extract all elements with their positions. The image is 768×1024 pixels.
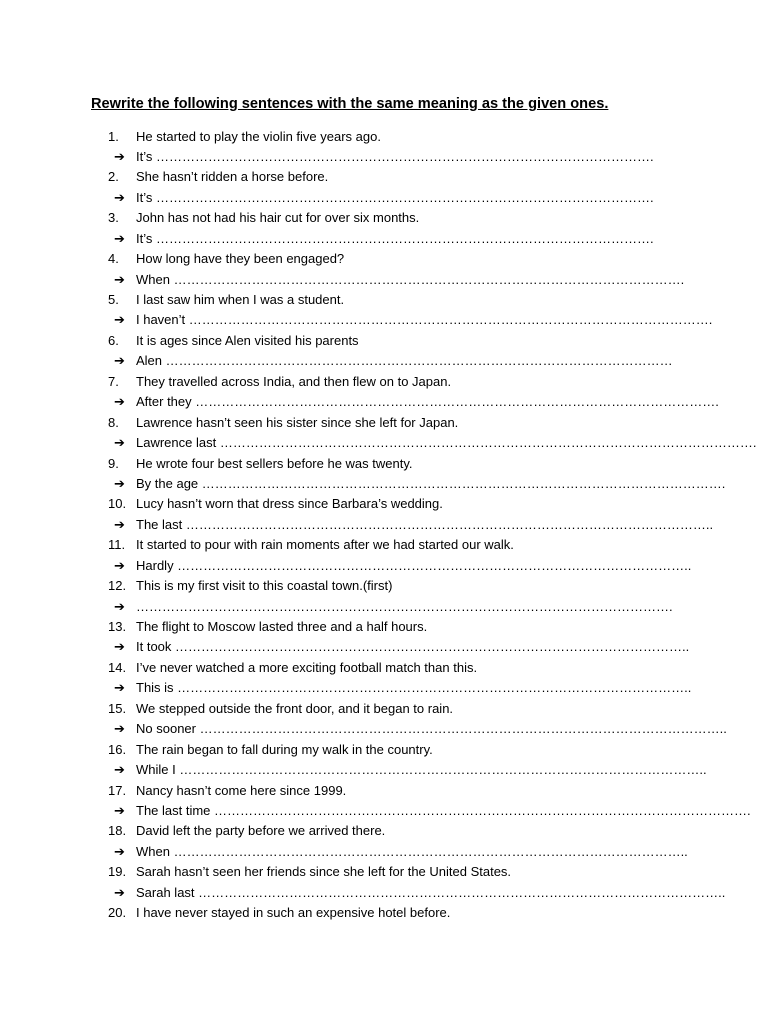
exercise-item [0,781,768,801]
item-sentence: John has not had his hair cut for over six months. [136,210,420,226]
item-number: 14. [108,659,127,675]
exercise-item [0,658,768,678]
arrow-right-icon: ➔ [114,475,125,491]
item-number: 20. [108,905,127,921]
answer-prompt: After they …………………………………………………………………………………………………………. [136,394,719,410]
item-number: 5. [108,292,119,307]
arrow-right-icon: ➔ [114,312,125,328]
item-sentence: It is ages since Alen visited his parents [136,332,359,348]
answer-prompt: This is ……………………………………………………………………………………………………….. [136,680,692,696]
item-number: 6. [108,332,119,348]
item-sentence: The rain began to fall during my walk in the country. [136,741,433,757]
arrow-right-icon: ➔ [114,516,125,532]
answer-line [0,597,768,617]
answer-prompt: It took ……………………………………………………………………………………………………….. [136,639,690,655]
exercise-item [0,208,768,228]
exercise-item [0,413,768,433]
answer-prompt: Lawrence last ……………………………………………………………………………………………………………. [136,435,757,451]
item-number: 16. [108,741,127,757]
exercise-item [0,617,768,637]
answer-prompt: While I ………………………………………………………………………………………………………….. [136,762,707,778]
answer-line [0,842,768,862]
item-number: 10. [108,496,127,512]
answer-prompt: It’s ……………………………………………………………………………………………………. [136,189,654,205]
item-sentence: It started to pour with rain moments after we had started our walk. [136,537,514,553]
item-number: 1. [108,128,119,144]
exercise-item [0,821,768,841]
arrow-right-icon: ➔ [114,435,125,451]
item-number: 7. [108,373,119,389]
item-number: 9. [108,455,119,471]
answer-line [0,392,768,412]
exercise-item [0,372,768,392]
answer-line [0,270,768,290]
item-sentence: He started to play the violin five years ago. [136,128,381,144]
exercise-item [0,903,768,923]
answer-prompt: The last ………………………………………………………………………………………………………….. [136,516,714,532]
answer-prompt: It’s ……………………………………………………………………………………………………. [136,230,654,246]
answer-prompt: No sooner ………………………………………………………………………………………………………….. [136,721,727,737]
answer-prompt: The last time ……………………………………………………………………………………………………………. [136,802,751,818]
item-sentence: Sarah hasn’t seen her friends since she left for the United States. [136,864,512,880]
exercise-item [0,740,768,760]
exercise-item [0,167,768,187]
exercise-item [0,249,768,269]
arrow-right-icon: ➔ [114,353,125,369]
arrow-right-icon: ➔ [114,271,125,287]
answer-prompt: Alen ……………………………………………………………………………………………………… [136,353,673,369]
answer-line [0,637,768,657]
item-number: 2. [108,169,119,185]
item-sentence: We stepped outside the front door, and it began to rain. [136,700,454,716]
exercise-item [0,699,768,719]
answer-line [0,310,768,330]
exercise-item [0,494,768,514]
item-sentence: How long have they been engaged? [136,251,345,267]
answer-prompt: When ………………………………………………………………………………………………………. [136,271,685,287]
item-sentence: He wrote four best sellers before he was twenty. [136,455,413,471]
answer-line [0,188,768,208]
arrow-right-icon: ➔ [114,680,125,696]
item-sentence: She hasn’t ridden a horse before. [136,169,329,185]
item-sentence: David left the party before we arrived there. [136,823,386,839]
item-sentence: I have never stayed in such an expensive hotel before. [136,905,451,921]
item-sentence: The flight to Moscow lasted three and a half hours. [136,619,428,634]
arrow-right-icon: ➔ [114,762,125,778]
item-sentence: Lawrence hasn’t seen his sister since she left for Japan. [136,414,459,430]
arrow-right-icon: ➔ [114,802,125,818]
exercise-item [0,454,768,474]
item-number: 12. [108,578,127,594]
item-number: 17. [108,782,127,798]
arrow-right-icon: ➔ [114,721,125,737]
exercise-item [0,576,768,596]
item-number: 13. [108,619,127,634]
answer-line [0,474,768,494]
item-number: 18. [108,823,127,839]
answer-line [0,515,768,535]
item-number: 8. [108,414,119,430]
answer-line [0,801,768,821]
answer-line [0,556,768,576]
item-sentence: Nancy hasn’t come here since 1999. [136,782,347,798]
arrow-right-icon: ➔ [114,394,125,410]
item-number: 3. [108,210,119,226]
answer-line [0,760,768,780]
exercise-list [0,127,768,924]
arrow-right-icon: ➔ [114,557,125,573]
answer-line [0,433,768,453]
item-sentence: This is my first visit to this coastal town.(first) [136,578,393,594]
arrow-right-icon: ➔ [114,189,125,205]
arrow-right-icon: ➔ [114,230,125,246]
answer-line [0,351,768,371]
item-number: 4. [108,251,119,267]
answer-line [0,229,768,249]
answer-prompt: Sarah last ………………………………………………………………………………………………………….. [136,884,726,900]
answer-prompt: I haven’t …………………………………………………………………………………………………………. [136,312,713,328]
exercise-item [0,862,768,882]
arrow-right-icon: ➔ [114,639,125,655]
item-sentence: They travelled across India, and then flew on to Japan. [136,373,452,389]
arrow-right-icon: ➔ [114,884,125,900]
item-number: 19. [108,864,127,880]
item-sentence: Lucy hasn’t worn that dress since Barbara’s wedding. [136,496,443,512]
arrow-right-icon: ➔ [114,843,125,859]
arrow-right-icon: ➔ [114,148,125,164]
exercise-item [0,331,768,351]
answer-prompt: Hardly ……………………………………………………………………………………………………….. [136,557,692,573]
arrow-right-icon: ➔ [114,598,125,614]
answer-prompt: It’s ……………………………………………………………………………………………………. [136,148,654,164]
item-sentence: I last saw him when I was a student. [136,292,345,307]
item-number: 11. [108,537,126,553]
worksheet-title: Rewrite the following sentences with the same meaning as the given ones. [91,96,609,112]
exercise-item [0,290,768,310]
item-sentence: I’ve never watched a more exciting football match than this. [136,659,478,675]
exercise-item [0,535,768,555]
answer-line [0,719,768,739]
answer-prompt: When ……………………………………………………………………………………………………….. [136,843,688,859]
answer-line [0,147,768,167]
exercise-item [0,127,768,147]
answer-line [0,678,768,698]
item-number: 15. [108,700,127,716]
answer-prompt: By the age …………………………………………………………………………………………………………. [136,475,726,491]
answer-prompt: ……………………………………………………………………………………………………………. [136,598,673,614]
answer-line [0,883,768,903]
